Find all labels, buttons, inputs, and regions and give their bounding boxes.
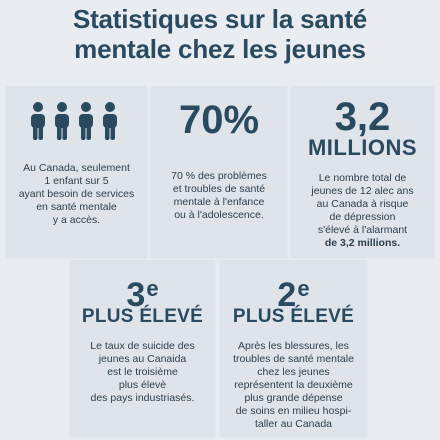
card-text	[297, 172, 428, 250]
big-stat: 70%	[178, 98, 260, 142]
text-line: Au Canada, seulement	[23, 162, 130, 174]
text-line: mentale à l'enfance	[173, 196, 265, 208]
stat-card-millions	[291, 86, 434, 257]
page-title	[0, 4, 440, 64]
stat-card-hospital	[220, 260, 367, 436]
people-icon	[30, 102, 118, 140]
text-line: représentent la deuxième	[234, 379, 353, 391]
person-icon	[102, 102, 118, 140]
person-icon	[30, 102, 46, 140]
rank-subtitle: PLUS ÉLEVÉ	[81, 306, 204, 327]
text-line: taller au Canada	[254, 418, 333, 430]
stat-card-suicide	[70, 260, 215, 436]
text-line: s'élevé à l'alarmant	[317, 224, 408, 236]
stat-card-percent	[151, 86, 287, 257]
text-line: Après les blessures, les	[238, 340, 349, 352]
text-line: y a accès.	[52, 214, 101, 226]
person-icon	[78, 102, 94, 140]
rank-subtitle: PLUS ÉLEVÉ	[232, 306, 355, 327]
text-line: au Canada à risque	[316, 198, 409, 210]
stat-card-access	[6, 86, 147, 257]
big-stat-unit: MILLIONS	[307, 135, 418, 160]
big-stat: 3,2	[334, 95, 391, 139]
person-icon	[54, 102, 70, 140]
text-line: chez les jeunes	[257, 366, 330, 378]
text-line: de soins en milieu hospi-	[235, 405, 352, 417]
text-line: jeunes de 12 alec ans	[311, 185, 414, 197]
rank-suffix: e	[146, 276, 159, 301]
title-line-2: mentale chez les jeunes	[74, 34, 366, 64]
text-line: de dépression	[329, 211, 396, 223]
text-line: plus élevè	[118, 379, 167, 391]
text-line: jeunes au Canaida	[98, 353, 187, 365]
card-text	[226, 340, 361, 431]
text-line: Le taux de suicide des	[90, 340, 195, 352]
text-line: et troubles de santé	[172, 183, 266, 195]
text-line: plus grande dépense	[244, 392, 343, 404]
title-line-1: Statistiques sur la santé	[72, 4, 368, 34]
text-line: ou à l'adolescence.	[174, 209, 264, 221]
text-line: 1 enfant sur 5	[44, 175, 109, 187]
text-line: troubles de santé mentale	[233, 353, 354, 365]
rank-suffix: e	[297, 276, 310, 301]
text-line: 70 % des problèmes	[171, 170, 267, 182]
card-text	[12, 162, 141, 227]
text-line: en santé mentale	[36, 201, 117, 213]
card-text	[76, 340, 209, 405]
rank-number: 3	[126, 276, 146, 314]
card-text	[157, 170, 281, 222]
text-line: Le nombre total de	[318, 172, 407, 184]
text-line-bold: de 3,2 millions.	[324, 237, 401, 249]
text-line: des pays industriasés.	[90, 392, 195, 404]
text-line: ayant besoin de services	[18, 188, 135, 200]
text-line: est le troisième	[107, 366, 178, 378]
rank-number: 2	[277, 276, 297, 314]
